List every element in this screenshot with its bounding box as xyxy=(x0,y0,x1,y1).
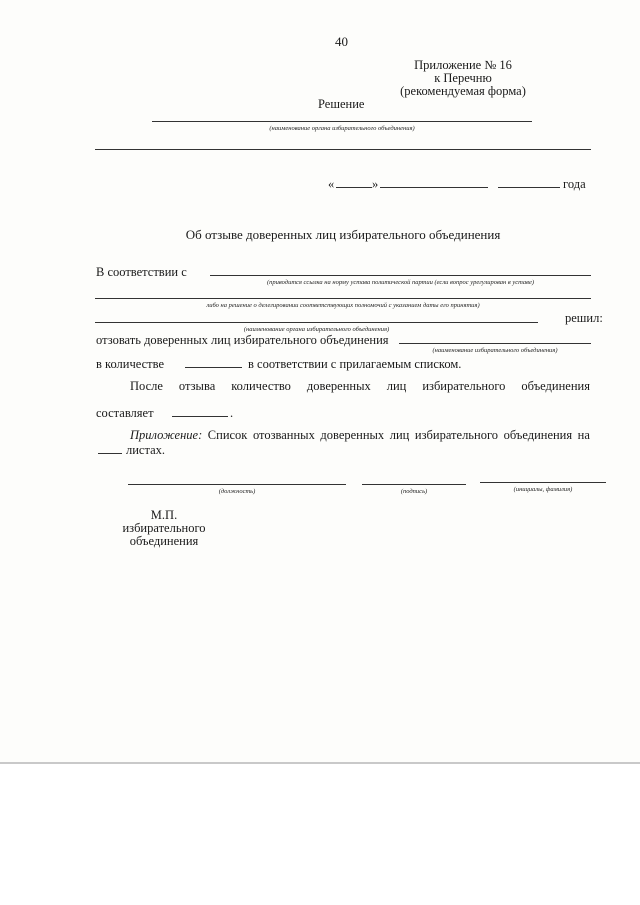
after-word: количество xyxy=(231,379,291,393)
after-word: лиц xyxy=(386,379,407,393)
charter-reference-caption: (приводится ссылка на норму устава политической партии (если вопрос урегулирован в уставе) xyxy=(266,279,535,286)
date-close-quote: » xyxy=(372,177,379,191)
org-name-line-2 xyxy=(95,322,538,323)
position-line xyxy=(128,484,346,485)
appendix-word: объединения xyxy=(503,428,573,442)
org-name-continuation-line xyxy=(95,149,591,150)
after-word: избирательного xyxy=(422,379,506,393)
document-title: Об отзыве доверенных лиц избирательного объединения xyxy=(185,227,501,242)
signature-line xyxy=(362,484,466,485)
stamp-org-label: избирательного xyxy=(122,521,206,535)
revoke-text: отзовать доверенных лиц избирательного объединения xyxy=(96,333,389,347)
assoc-name-line xyxy=(399,343,591,344)
assoc-name-caption: (наименование избирательного объединения) xyxy=(432,347,558,354)
stamp-association-label: объединения xyxy=(129,534,199,548)
page-number: 40 xyxy=(335,34,348,49)
org-name-field-line xyxy=(152,121,532,122)
decided-label: решил: xyxy=(565,311,603,325)
in-accordance-label: В соответствии с xyxy=(96,265,187,279)
count-line xyxy=(172,416,228,417)
appendix-word: избирательного xyxy=(414,428,499,442)
quantity-label: в количестве xyxy=(96,357,165,371)
appendix-word: на xyxy=(577,428,590,442)
signature-caption: (подпись) xyxy=(400,488,428,495)
date-year-word: года xyxy=(563,177,586,191)
after-word: объединения xyxy=(521,379,590,393)
initials-caption: (инициалы, фамилия) xyxy=(513,486,573,493)
after-word: После xyxy=(130,379,163,393)
appendix-label: Приложение: xyxy=(130,428,203,442)
appendix-word: Список xyxy=(207,428,248,442)
quantity-line xyxy=(185,367,242,368)
amounts-to-label: составляет xyxy=(96,406,154,420)
after-word: отзыва xyxy=(178,379,216,393)
sentence-period: . xyxy=(230,406,234,420)
after-word: доверенных xyxy=(306,379,371,393)
initials-line xyxy=(480,482,606,483)
date-day-line xyxy=(336,187,372,188)
appendix-word: доверенных xyxy=(320,428,385,442)
charter-reference-line xyxy=(210,275,591,276)
position-caption: (должность) xyxy=(218,488,256,495)
appendix-sentence xyxy=(130,428,590,442)
appendix-word: лиц xyxy=(389,428,410,442)
org-name-caption-2: (наименование органа избирательного объединения) xyxy=(243,326,390,333)
org-name-caption: (наименование органа избирательного объединения) xyxy=(269,125,415,132)
after-revocation-sentence xyxy=(130,379,590,393)
document-type: Решение xyxy=(318,97,365,111)
per-list-text: в соответствии с прилагаемым списком. xyxy=(248,357,462,371)
date-month-line xyxy=(380,187,488,188)
appendix-number: Приложение № 16 xyxy=(414,58,512,72)
date-year-line xyxy=(498,187,560,188)
stamp-place-label: М.П. xyxy=(150,508,178,522)
sheets-count-line xyxy=(98,453,122,454)
appendix-word: отозванных xyxy=(252,428,315,442)
delegation-caption: либо на решение о делегировании соответствующих полномочий с указанием даты его принятия) xyxy=(206,302,480,309)
sheets-label: листах. xyxy=(126,443,166,457)
delegation-line xyxy=(95,298,591,299)
recommended-form: (рекомендуемая форма) xyxy=(400,84,526,98)
appendix-to-list: к Перечню xyxy=(434,71,492,85)
page-bottom-edge xyxy=(0,762,640,764)
date-open-quote: « xyxy=(328,177,335,191)
